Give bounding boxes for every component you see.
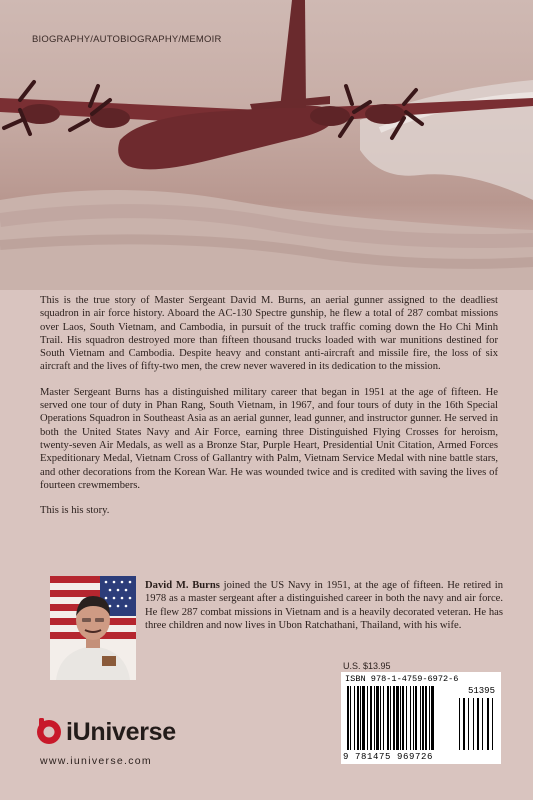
author-bio-text: joined the US Navy in 1951, at the age of fifteen. He retired in 1978 as a master sergeant after a distinguished career in both the navy and air force. He flew 287 combat missions in Vietnam and is a heavily decorated veteran. He has three children and now lives in Ubon Ratchathani, Thailand, with his wife. — [145, 580, 503, 631]
addon-bar — [473, 698, 474, 750]
author-name: David M. Burns — [145, 580, 220, 591]
addon-bar — [487, 698, 489, 750]
ean-digits: 9 781475 969726 — [343, 752, 434, 762]
barcode-bar — [429, 686, 430, 750]
addon-bar — [459, 698, 460, 750]
barcode-bar — [367, 686, 368, 750]
price-label: U.S. $13.95 — [343, 661, 391, 671]
barcode-bar — [347, 686, 349, 750]
barcode-bar — [410, 686, 411, 750]
publisher-name: iUniverse — [66, 718, 176, 746]
barcode-bar — [415, 686, 417, 750]
barcode-bar — [396, 686, 399, 750]
iuniverse-logo-icon — [34, 716, 64, 746]
description — [40, 294, 498, 529]
barcode-bar — [400, 686, 401, 750]
addon-bar — [492, 698, 493, 750]
barcode-bar — [422, 686, 424, 750]
publisher-website: www.iuniverse.com — [40, 755, 152, 767]
barcode-bar — [425, 686, 427, 750]
barcode-bar — [374, 686, 375, 750]
description-paragraph: This is the true story of Master Sergeant David M. Burns, an aerial gunner assigned to the deadliest squadron in air force history. Aboard the AC-130 Spectre gunship, he flew a total of 287 combat missions over Laos, South Vietnam, and Cambodia, in pursuit of the truck traffic coming down the Ho Chi Minh Trail. His squadron destroyed more than fifteen thousand trucks loaded with war munitions destined for South Vietnam and Cambodia. Despite heavy and constant anti-aircraft and missile fire, the loss of six aircraft and the lives of fifty-two men, the crew never wavered in its dedication to the mission. — [40, 295, 498, 373]
barcode-bar — [376, 686, 379, 750]
genre-label: BIOGRAPHY/AUTOBIOGRAPHY/MEMOIR — [32, 34, 222, 45]
addon-bar — [482, 698, 483, 750]
isbn-barcode — [341, 672, 501, 764]
barcode-bar — [406, 686, 407, 750]
addon-bar — [477, 698, 479, 750]
barcode-bar — [387, 686, 389, 750]
barcode-bar — [370, 686, 372, 750]
author-photo — [50, 576, 136, 680]
author-portrait-illustration — [50, 576, 136, 680]
barcode-bar — [354, 686, 355, 750]
barcode-bars — [341, 672, 501, 764]
addon-bar — [468, 698, 469, 750]
isbn-number: ISBN 978-1-4759-6972-6 — [345, 674, 459, 684]
publisher-logo — [34, 712, 214, 752]
description-paragraph: Master Sergeant Burns has a distinguished military career that began in 1951 at the age of fifteen. He served one tour of duty in Phan Rang, South Vietnam, in 1967, and four tours of duty in the 16th Special Operations Squadron in Southeast Asia as an aerial gunner, lead gunner, and instructor gunner. He served in both the United States Navy and Air Force, earning three Distinguished Flying Crosses for heroism, twenty-seven Air Medals, as well as a Bronze Star, Purple Heart, Presidential Unit Citation, Armed Forces Expeditionary Medal, Vietnam Cross of Gallantry with Palm, Vietnam Service Medal with nine battle stars, and other decorations from the Korean War. He was wounded twice and is credited with saving the lives of fourteen crewmembers. — [40, 386, 498, 491]
addon-bar — [463, 698, 465, 750]
barcode-bar — [420, 686, 421, 750]
barcode-bar — [413, 686, 414, 750]
barcode-bar — [350, 686, 351, 750]
closing-line: This is his story. — [40, 505, 110, 517]
barcode-bar — [362, 686, 365, 750]
barcode-bar — [390, 686, 391, 750]
barcode-bar — [383, 686, 384, 750]
author-bio — [145, 579, 503, 632]
price-code: 51395 — [467, 686, 495, 696]
barcode-bar — [357, 686, 359, 750]
barcode-bar — [393, 686, 395, 750]
barcode-bar — [380, 686, 381, 750]
barcode-bar — [402, 686, 404, 750]
barcode-bar — [360, 686, 361, 750]
barcode-bar — [431, 686, 434, 750]
